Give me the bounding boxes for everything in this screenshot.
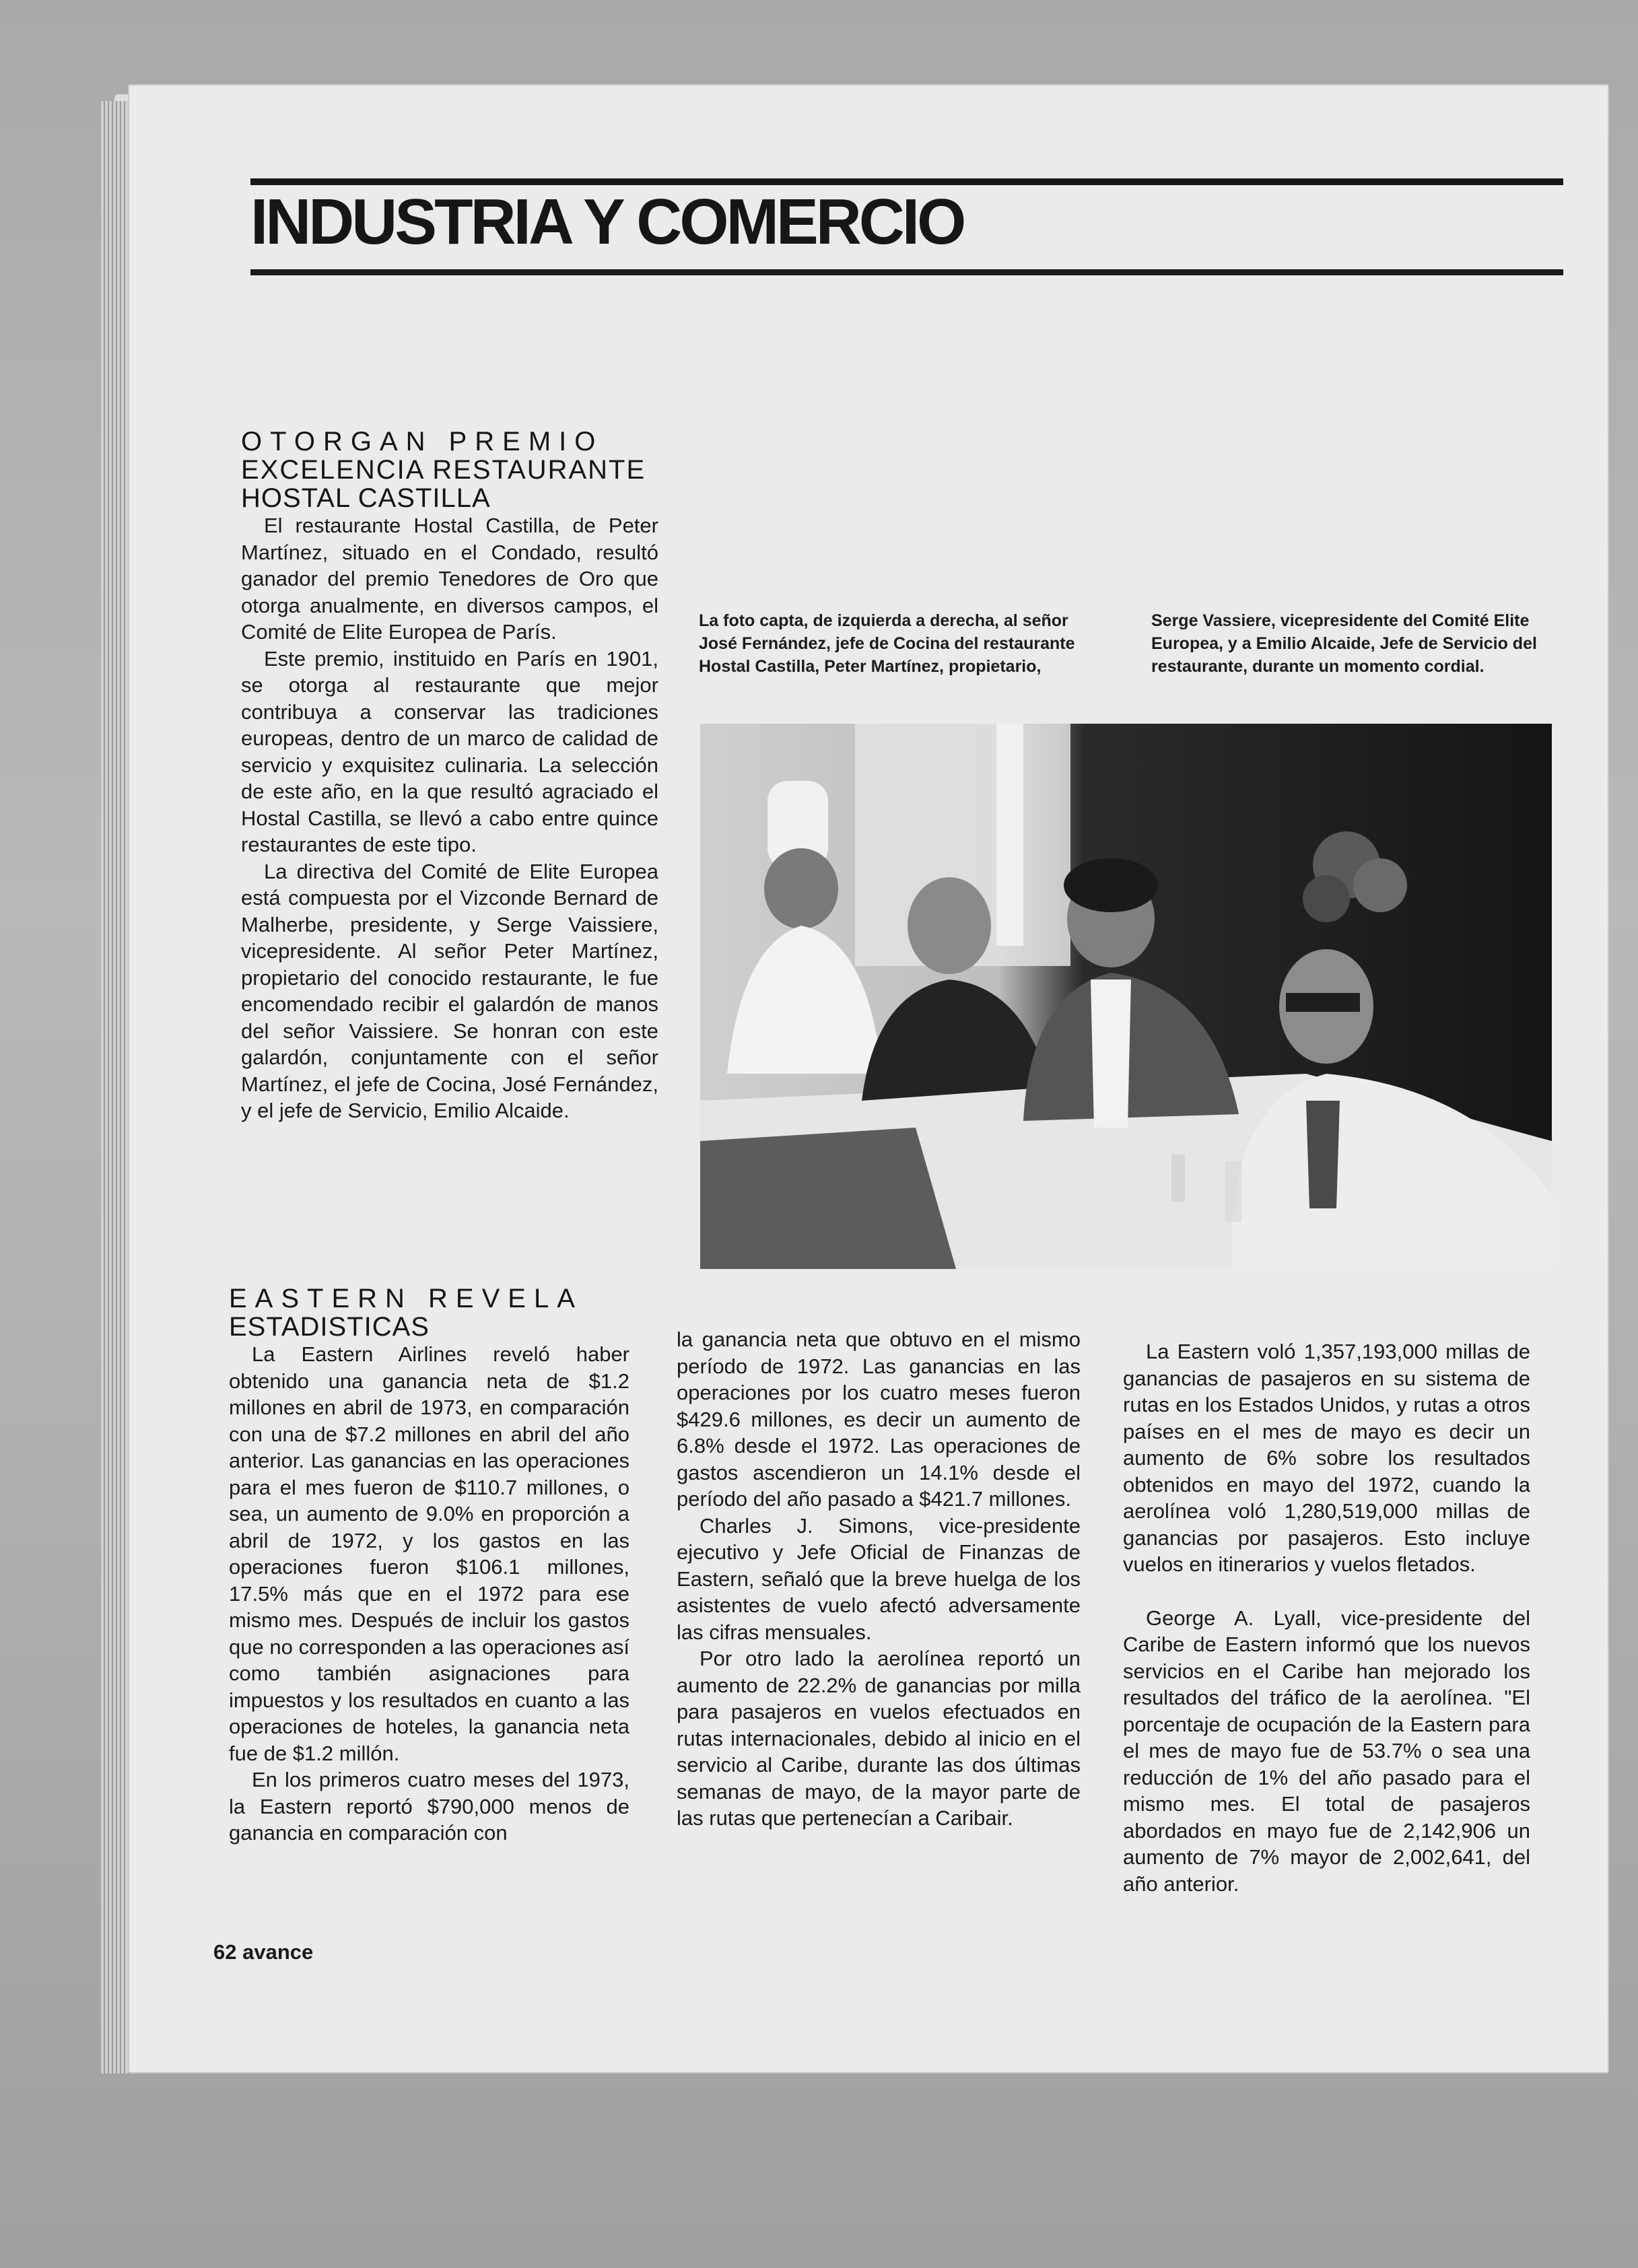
restaurant-photo: [700, 724, 1552, 1269]
article1-column: [241, 427, 658, 1124]
article2-column-2: [677, 1326, 1081, 1832]
restaurant-photo-image: [700, 724, 1552, 1269]
section-title: INDUSTRIA Y COMERCIO: [250, 186, 964, 258]
article2-headline-line: EASTERN REVELA: [229, 1284, 583, 1313]
article2-headline: [229, 1284, 629, 1341]
article2-headline-line: ESTADISTICAS: [229, 1312, 430, 1342]
article1-paragraph: Este premio, instituido en París en 1901, se otorga al restaurante que mejor contribuya a conservar las tradiciones europeas, dentro de un marco de calidad de servicio y exquisitez culinaria. La selección de este año, en la que resultó agraciado el Hostal Castilla, se llevó a cabo entre quince restaurantes de este tipo.: [241, 646, 658, 856]
article2-column-1: [229, 1284, 629, 1847]
article1-paragraph: La directiva del Comité de Elite Europea está compuesta por el Vizconde Bernard de Malherbe, presidente, y Serge Vaissiere, vicepresidente. Al señor Peter Martínez, propietario del conocido restaurante, le fue encomendado recibir el galardón de manos del señor Vaissiere. Se honran con este galardón, conjuntamente con el señor Martínez, el jefe de Cocina, José Fernández, y el jefe de Servicio, Emilio Alcaide.: [241, 859, 658, 1122]
article1-headline: [241, 427, 658, 512]
article2-paragraph: George A. Lyall, vice-presidente del Caribe de Eastern informó que los nuevos servicios en el Caribe han mejorado los resultados del tráfico de la aerolínea. "El porcentaje de ocupación de la Eastern para el mes de mayo fue de 53.7% o sea una reducción de 1% del año pasado para el mismo mes. El total de pasajeros abordados en mayo fue de 2,142,906 un aumento de 7% mayor de 2,002,641, del año anterior.: [1123, 1606, 1530, 1896]
article2-paragraph: la ganancia neta que obtuvo en el mismo período de 1972. Las ganancias en las operaciones por los cuatro meses fueron $429.6 millones, es decir un aumento de 6.8% desde el 1972. Las operaciones de gastos ascendieron un 14.1% desde el período del año pasado a $421.7 millones.: [677, 1328, 1081, 1511]
article1-headline-line: EXCELENCIA RESTAURANTE: [241, 455, 646, 485]
article2-paragraph: La Eastern voló 1,357,193,000 millas de ganancias de pasajeros en su sistema de rutas en los Estados Unidos, y rutas a otros países en el mes de mayo es decir un aumento de 6% sobre los resultados obtenidos en mayo del 1972, cuando la aerolínea voló 1,280,519,000 millas de ganancias por pasajeros. Esto incluye vuelos en itinerarios y vuelos fletados.: [1123, 1340, 1530, 1576]
article2-paragraph: En los primeros cuatro meses del 1973, la Eastern reportó $790,000 menos de ganancia en comparación con: [229, 1768, 629, 1845]
article1-paragraph: El restaurante Hostal Castilla, de Peter Martínez, situado en el Condado, resultó ganador del premio Tenedores de Oro que otorga anualmente, en diversos campos, el Comité de Elite Europea de París.: [241, 514, 658, 644]
article2-column-3: [1123, 1338, 1530, 1897]
article2-paragraph: La Eastern Airlines reveló haber obtenido una ganancia neta de $1.2 millones en abril de 1973, en comparación con una de $7.2 millones en abril del año anterior. Las ganancias en las operaciones para el mes fueron de $110.7 millones, o sea, un aumento de 9.0% en proporción a abril de 1972, y los gastos en las operaciones fueron $106.1 millones, 17.5% más que en el 1972 para ese mismo mes. Después de incluir los gastos que no corresponden a las operaciones así como también asignaciones para impuestos y los resultados en cuanto a las operaciones de hoteles, la ganancia neta fue de $1.2 millón.: [229, 1342, 629, 1765]
page-folio: 62 avance: [213, 1940, 314, 1964]
photo-caption-right: Serge Vassiere, vicepresidente del Comité Elite Europea, y a Emilio Alcaide, Jefe de Servicio del restaurante, durante un momento cordial.: [1151, 611, 1537, 676]
article1-headline-line: HOSTAL CASTILLA: [241, 483, 491, 513]
photo-caption-left: La foto capta, de izquierda a derecha, al señor José Fernández, jefe de Cocina del restaurante Hostal Castilla, Peter Martínez, propietario,: [699, 611, 1075, 676]
article2-paragraph: Charles J. Simons, vice-presidente ejecutivo y Jefe Oficial de Finanzas de Eastern, señaló que la breve huelga de los asistentes de vuelo afectó adversamente las cifras mensuales.: [677, 1513, 1081, 1644]
header-rule-bottom: [250, 269, 1563, 275]
article2-paragraph: Por otro lado la aerolínea reportó un aumento de 22.2% de ganancias por milla para pasajeros en vuelos efectuados en rutas internacionales, debido al inicio en el servicio al Caribe, durante las dos últimas semanas de mayo, de la mayor parte de las rutas que pertenecían a Caribair.: [677, 1647, 1081, 1830]
article1-headline-line: OTORGAN PREMIO: [241, 427, 604, 456]
